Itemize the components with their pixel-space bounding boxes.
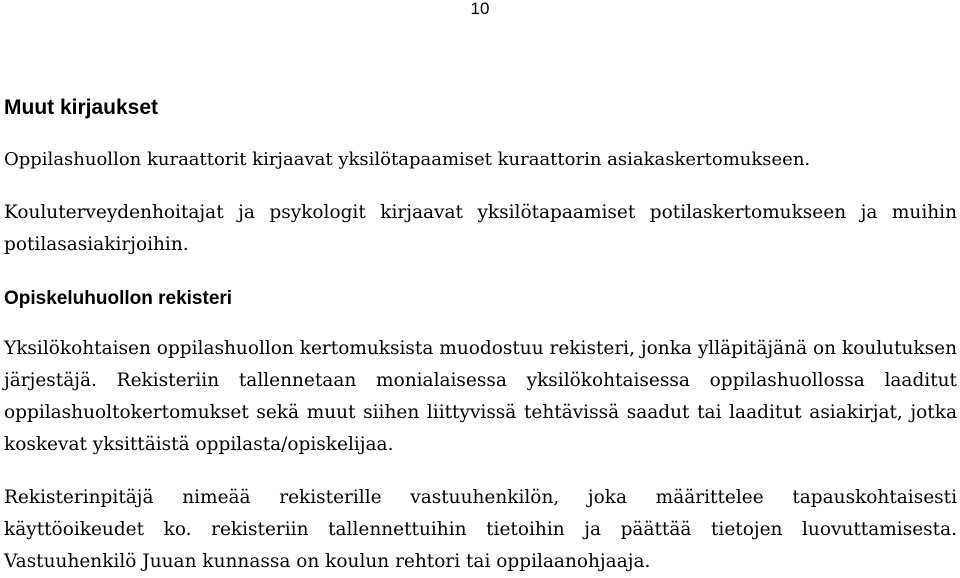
heading-muut-kirjaukset: Muut kirjaukset [4, 96, 159, 119]
paragraph-rekisterinpitaja: Rekisterinpitäjä nimeää rekisterille vastuuhenkilön, joka määrittelee tapauskohtaisesti käyttöoikeudet ko. rekisteriin tallennettuihin tietoihin ja päättää tietojen luovuttamisesta. Vastuuhenkilö Juuan kunnassa on koulun rehtori tai oppilaanohjaaja. [4, 487, 957, 572]
heading-opiskeluhuollon-rekisteri: Opiskeluhuollon rekisteri [4, 288, 233, 309]
paragraph-rekisteri-kuvaus: Yksilökohtaisen oppilashuollon kertomuksista muodostuu rekisteri, jonka ylläpitäjänä on koulutuksen järjestäjä. Rekisteriin tallennetaan monialaisessa yksilökohtaisessa oppilashuollossa laaditut oppilashuoltokertomukset sekä muut siihen liittyvissä tehtävissä saadut tai laaditut asiakirjat, jotka koskevat yksittäistä oppilasta/opiskelijaa. [4, 338, 957, 455]
page-number: 10 [470, 0, 490, 18]
paragraph-kuraattorit: Oppilashuollon kuraattorit kirjaavat yksilötapaamiset kuraattorin asiakaskertomukseen. [4, 149, 811, 170]
paragraph-kouluterveydenhoitajat: Kouluterveydenhoitajat ja psykologit kirjaavat yksilötapaamiset potilaskertomukseen ja muihin potilasasiakirjoihin. [4, 202, 957, 255]
